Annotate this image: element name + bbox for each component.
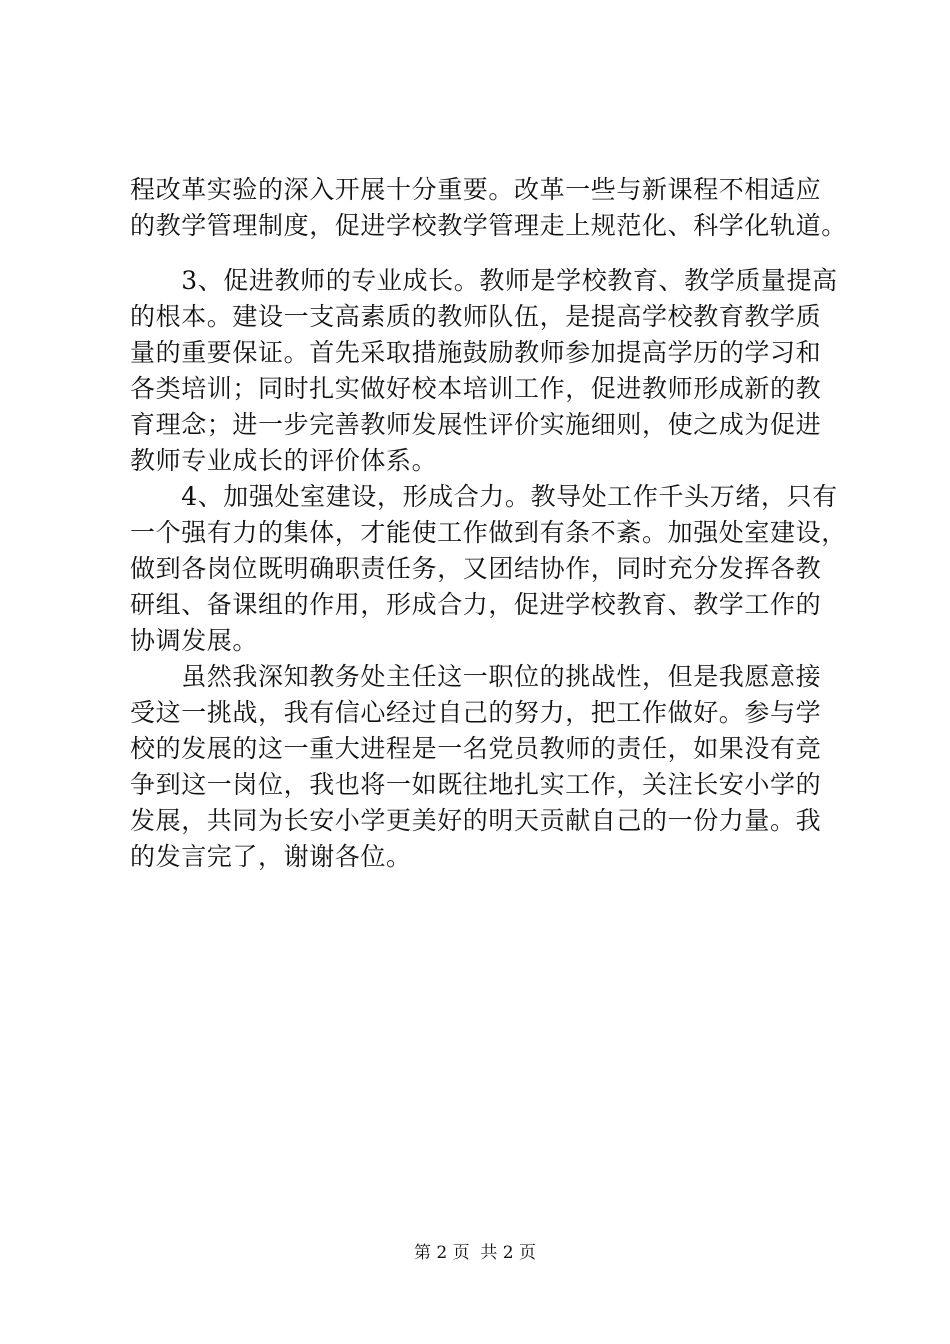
- text-line: 做到各岗位既明确职责任务，又团结协作，同时充分发挥各教: [130, 554, 822, 583]
- text-line: 的发言完了，谢谢各位。: [130, 842, 412, 871]
- paragraph-closing: [130, 659, 835, 875]
- page-footer: 第 2 页 共 2 页: [413, 1243, 537, 1263]
- text-line: 各类培训；同时扎实做好校本培训工作，促进教师形成新的教: [130, 374, 822, 403]
- text-line: 的根本。建设一支高素质的教师队伍，是提高学校教育教学质: [130, 302, 822, 331]
- text-line: 量的重要保证。首先采取措施鼓励教师参加提高学历的学习和: [130, 338, 822, 367]
- paragraph-item-4: [130, 479, 847, 659]
- text-line: 争到这一岗位，我也将一如既往地扎实工作，关注长安小学的: [130, 770, 822, 799]
- text-line: 育理念；进一步完善教师发展性评价实施细则，使之成为促进: [130, 410, 822, 439]
- paragraph-spacer: [130, 244, 835, 263]
- paragraph-item-3: [130, 263, 838, 479]
- paragraph-continuation: [130, 172, 847, 244]
- text-line: 程改革实验的深入开展十分重要。改革一些与新课程不相适应: [130, 175, 822, 204]
- body-text: [130, 172, 847, 875]
- text-line: 校的发展的这一重大进程是一名党员教师的责任，如果没有竞: [130, 734, 822, 763]
- text-line: 3、促进教师的专业成长。教师是学校教育、教学质量提高: [130, 266, 838, 295]
- text-line: 一个强有力的集体，才能使工作做到有条不紊。加强处室建设，: [130, 518, 847, 547]
- text-line: 协调发展。: [130, 626, 259, 655]
- text-line: 教师专业成长的评价体系。: [130, 446, 438, 475]
- text-line: 研组、备课组的作用，形成合力，促进学校教育、教学工作的: [130, 590, 822, 619]
- text-line: 的教学管理制度，促进学校教学管理走上规范化、科学化轨道。: [130, 211, 847, 240]
- text-line: 4、加强处室建设，形成合力。教导处工作千头万绪，只有: [130, 482, 838, 511]
- text-line: 发展，共同为长安小学更美好的明天贡献自己的一份力量。我: [130, 806, 822, 835]
- text-line: 虽然我深知教务处主任这一职位的挑战性，但是我愿意接: [130, 662, 822, 691]
- text-line: 受这一挑战，我有信心经过自己的努力，把工作做好。参与学: [130, 698, 822, 727]
